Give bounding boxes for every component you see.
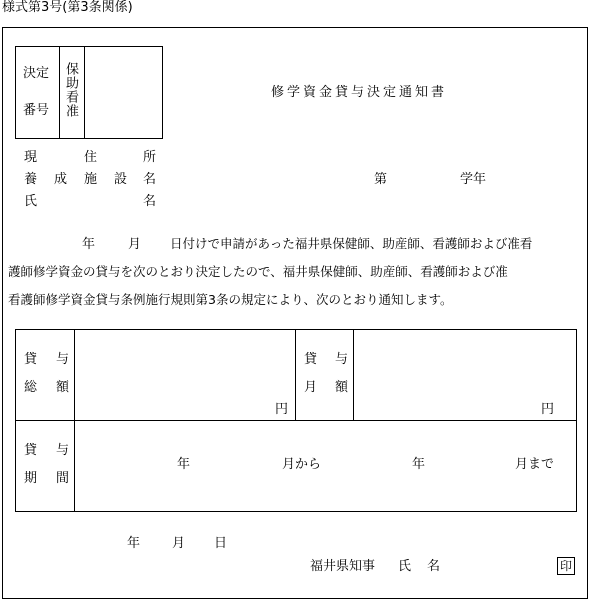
body-line-3: 看護師修学資金貸与条例施行規則第3条の規定により、次のとおり通知します。 [8,292,453,307]
governor-mei: 名 [427,559,441,574]
sougaku-3: 総 [24,380,38,395]
getsugaku-4: 額 [335,380,349,395]
decision-box-divider-1 [59,46,60,139]
body-tsuki: 月 [128,237,142,252]
document-title: 修学資金貸与決定通知書 [271,85,448,100]
genjusho-1: 現 [24,150,38,165]
dai-label: 第 [374,172,388,187]
kikan-1: 貸 [24,443,38,458]
footer-hi: 日 [214,536,228,551]
table-col-divider-3 [353,329,354,421]
sougaku-4: 額 [56,380,70,395]
sougaku-2: 与 [56,352,70,367]
bangou-label: 番号 [23,103,50,118]
body-line-2: 護師修学資金の貸与を次のとおり決定したので、福井県保健師、助産師、看護師および准 [8,264,508,279]
decision-box-divider-2 [84,46,85,139]
kikan-4: 間 [56,471,70,486]
period-from-tsuki: 月から [282,457,322,472]
table-col-divider-2 [295,329,296,421]
genjusho-3: 所 [143,150,157,165]
sougaku-field[interactable] [76,331,293,419]
getsugaku-2: 与 [335,352,349,367]
getsugaku-3: 月 [304,380,318,395]
gakunen-label: 学年 [460,172,487,187]
period-to-tsuki: 月まで [515,457,555,472]
body-nen: 年 [82,237,96,252]
seal-mark: 印 [557,557,575,575]
decision-number-field[interactable] [87,60,161,136]
form-number: 様式第3号(第3条関係) [2,0,133,15]
yousei-1: 養 [24,172,38,187]
table-col-divider-1 [74,329,75,512]
getsugaku-yen: 円 [541,402,555,417]
shimei-1: 氏 [24,194,38,209]
body-line-1: 日付けで申請があった福井県保健師、助産師、看護師および准看 [170,236,533,251]
footer-tsuki: 月 [172,536,186,551]
yousei-2: 成 [54,172,68,187]
kettei-label: 決定 [23,66,50,81]
shimei-2: 名 [143,194,157,209]
kikan-2: 与 [56,443,70,458]
footer-nen: 年 [127,536,141,551]
sougaku-yen: 円 [275,402,289,417]
yousei-3: 施 [84,172,98,187]
period-from-nen: 年 [177,457,191,472]
table-row-divider [15,420,577,421]
kikan-3: 期 [24,471,38,486]
period-to-nen: 年 [412,457,426,472]
yousei-4: 設 [114,172,128,187]
category-label: 保助看准 [63,62,78,118]
sougaku-1: 貸 [24,352,38,367]
getsugaku-1: 貸 [304,352,318,367]
genjusho-2: 住 [84,150,98,165]
yousei-5: 名 [143,172,157,187]
governor-shi: 氏 [398,559,412,574]
governor-title: 福井県知事 [310,559,376,574]
